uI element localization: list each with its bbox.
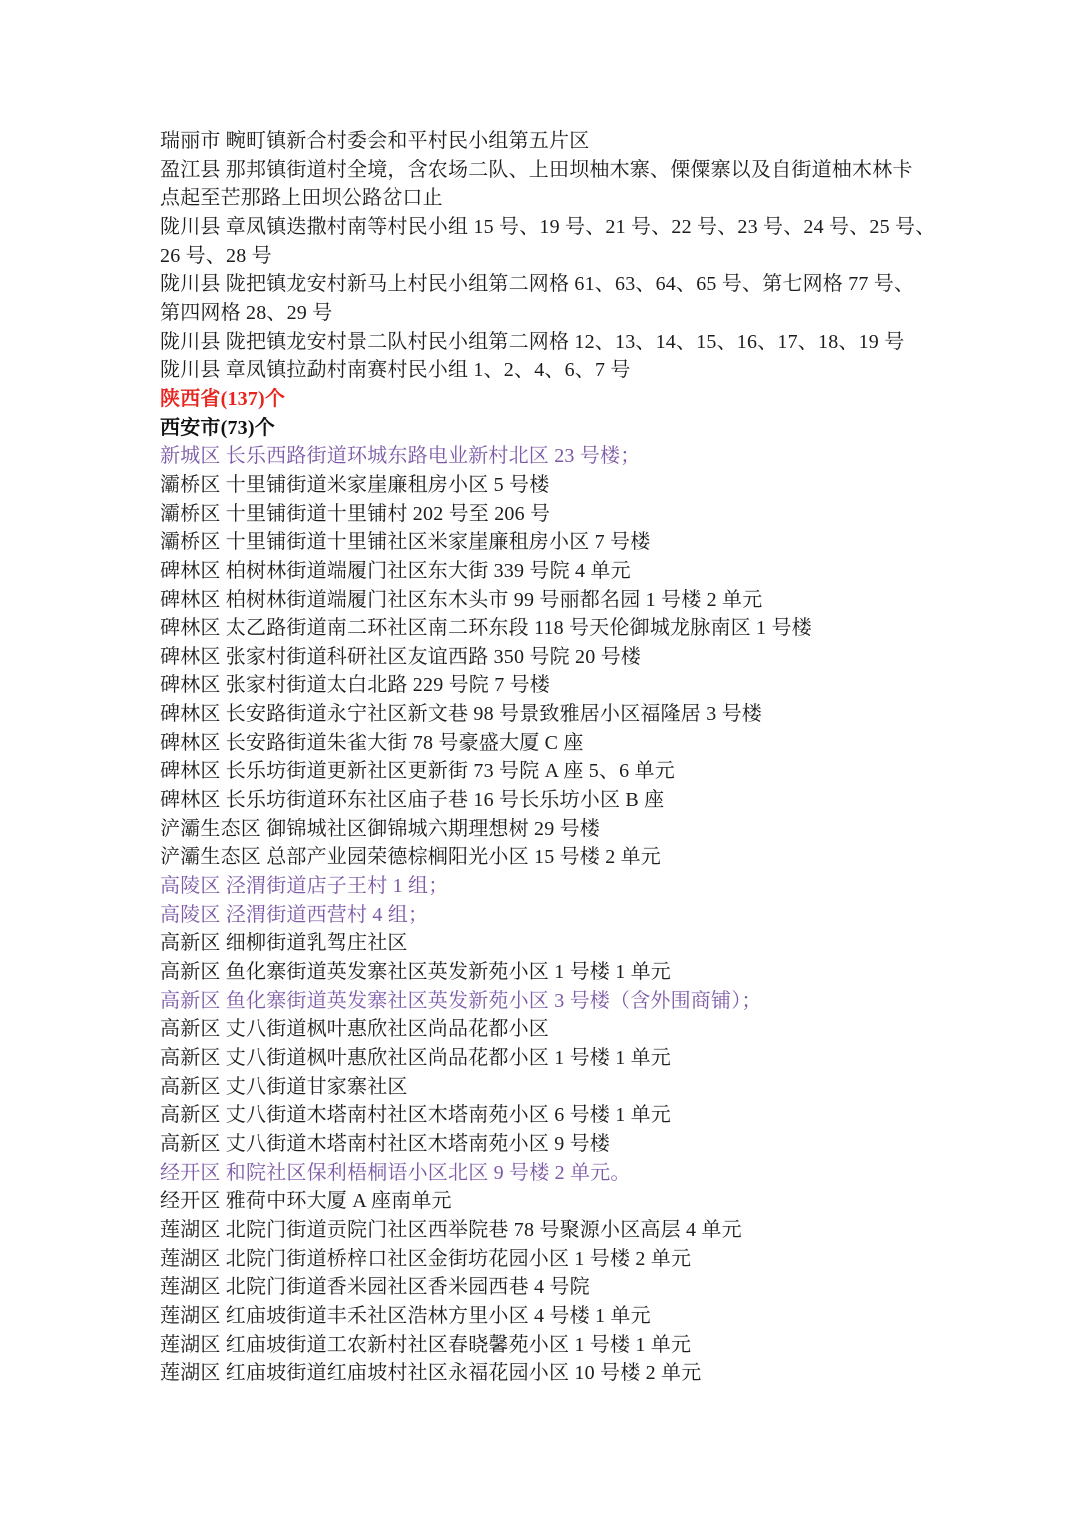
document-line: 碑林区 长乐坊街道更新社区更新街 73 号院 A 座 5、6 单元 bbox=[160, 760, 675, 783]
document-line: 高新区 丈八街道木塔南村社区木塔南苑小区 9 号楼 bbox=[160, 1132, 610, 1155]
document-line: 莲湖区 北院门街道桥梓口社区金街坊花园小区 1 号楼 2 单元 bbox=[160, 1247, 692, 1270]
document-line: 高新区 丈八街道枫叶惠欣社区尚品花都小区 bbox=[160, 1018, 549, 1041]
document-line: 碑林区 长安路街道永宁社区新文巷 98 号景致雅居小区福隆居 3 号楼 bbox=[160, 703, 762, 726]
document-line: 碑林区 柏树林街道端履门社区东木头市 99 号丽都名园 1 号楼 2 单元 bbox=[160, 588, 763, 611]
document-line: 莲湖区 红庙坡街道丰禾社区浩林方里小区 4 号楼 1 单元 bbox=[160, 1304, 651, 1327]
document-line: 盈江县 那邦镇街道村全境，含农场二队、上田坝柚木寨、傈僳寨以及自街道柚木林卡 bbox=[160, 158, 913, 181]
highlighted-line: 高新区 鱼化寨街道英发寨社区英发新苑小区 3 号楼（含外围商铺）； bbox=[160, 989, 762, 1012]
document-line: 莲湖区 北院门街道香米园社区香米园西巷 4 号院 bbox=[160, 1276, 590, 1299]
document-line: 瑞丽市 畹町镇新合村委会和平村民小组第五片区 bbox=[160, 130, 590, 152]
document-line: 浐灞生态区 总部产业园荣德棕榈阳光小区 15 号楼 2 单元 bbox=[160, 846, 661, 869]
document-line: 经开区 雅荷中环大厦 A 座南单元 bbox=[160, 1190, 452, 1213]
document-line: 高新区 鱼化寨街道英发寨社区英发新苑小区 1 号楼 1 单元 bbox=[160, 961, 671, 984]
document-line: 灞桥区 十里铺街道米家崖廉租房小区 5 号楼 bbox=[160, 473, 550, 496]
document-line: 高新区 细柳街道乳驾庄社区 bbox=[160, 932, 408, 955]
document-line: 莲湖区 红庙坡街道红庙坡村社区永福花园小区 10 号楼 2 单元 bbox=[160, 1362, 702, 1385]
city-header: 西安市(73)个 bbox=[160, 416, 275, 439]
document-line: 浐灞生态区 御锦城社区御锦城六期理想树 29 号楼 bbox=[160, 817, 600, 840]
document-line: 灞桥区 十里铺街道十里铺村 202 号至 206 号 bbox=[160, 502, 551, 525]
document-line: 陇川县 陇把镇龙安村新马上村民小组第二网格 61、63、64、65 号、第七网格 77 号、 bbox=[160, 273, 915, 296]
document-line: 碑林区 太乙路街道南二环社区南二环东段 118 号天伦御城龙脉南区 1 号楼 bbox=[160, 617, 812, 640]
document-body bbox=[160, 127, 935, 1388]
province-header: 陕西省(137)个 bbox=[160, 387, 286, 410]
document-line: 莲湖区 北院门街道贡院门社区西举院巷 78 号聚源小区高层 4 单元 bbox=[160, 1218, 742, 1241]
highlighted-line: 高陵区 泾渭街道店子王村 1 组； bbox=[160, 875, 449, 898]
document-line: 陇川县 章凤镇拉勐村南赛村民小组 1、2、4、6、7 号 bbox=[160, 359, 631, 382]
document-line: 灞桥区 十里铺街道十里铺社区米家崖廉租房小区 7 号楼 bbox=[160, 531, 651, 554]
document-line: 碑林区 长安路街道朱雀大街 78 号豪盛大厦 C 座 bbox=[160, 731, 584, 754]
document-line: 碑林区 柏树林街道端履门社区东大街 339 号院 4 单元 bbox=[160, 559, 631, 582]
document-line: 点起至芒那路上田坝公路岔口止 bbox=[160, 187, 443, 210]
highlighted-line: 经开区 和院社区保利梧桐语小区北区 9 号楼 2 单元。 bbox=[160, 1161, 631, 1184]
document-line: 莲湖区 红庙坡街道工农新村社区春晓馨苑小区 1 号楼 1 单元 bbox=[160, 1333, 692, 1356]
document-line: 陇川县 陇把镇龙安村景二队村民小组第二网格 12、13、14、15、16、17、18、19 号 bbox=[160, 330, 905, 353]
highlighted-line: 新城区 长乐西路街道环城东路电业新村北区 23 号楼； bbox=[160, 445, 641, 468]
document-line: 高新区 丈八街道甘家寨社区 bbox=[160, 1075, 408, 1098]
document-line: 碑林区 长乐坊街道环东社区庙子巷 16 号长乐坊小区 B 座 bbox=[160, 789, 665, 812]
document-line: 陇川县 章凤镇迭撒村南等村民小组 15 号、19 号、21 号、22 号、23 号、24 号、25 号、 bbox=[160, 215, 936, 238]
document-line: 高新区 丈八街道枫叶惠欣社区尚品花都小区 1 号楼 1 单元 bbox=[160, 1047, 671, 1069]
document-line: 碑林区 张家村街道太白北路 229 号院 7 号楼 bbox=[160, 674, 550, 697]
document-line: 碑林区 张家村街道科研社区友谊西路 350 号院 20 号楼 bbox=[160, 645, 641, 668]
document-line: 26 号、28 号 bbox=[160, 244, 272, 267]
highlighted-line: 高陵区 泾渭街道西营村 4 组； bbox=[160, 903, 429, 926]
document-line: 第四网格 28、29 号 bbox=[160, 301, 333, 324]
document-line: 高新区 丈八街道木塔南村社区木塔南苑小区 6 号楼 1 单元 bbox=[160, 1104, 671, 1127]
